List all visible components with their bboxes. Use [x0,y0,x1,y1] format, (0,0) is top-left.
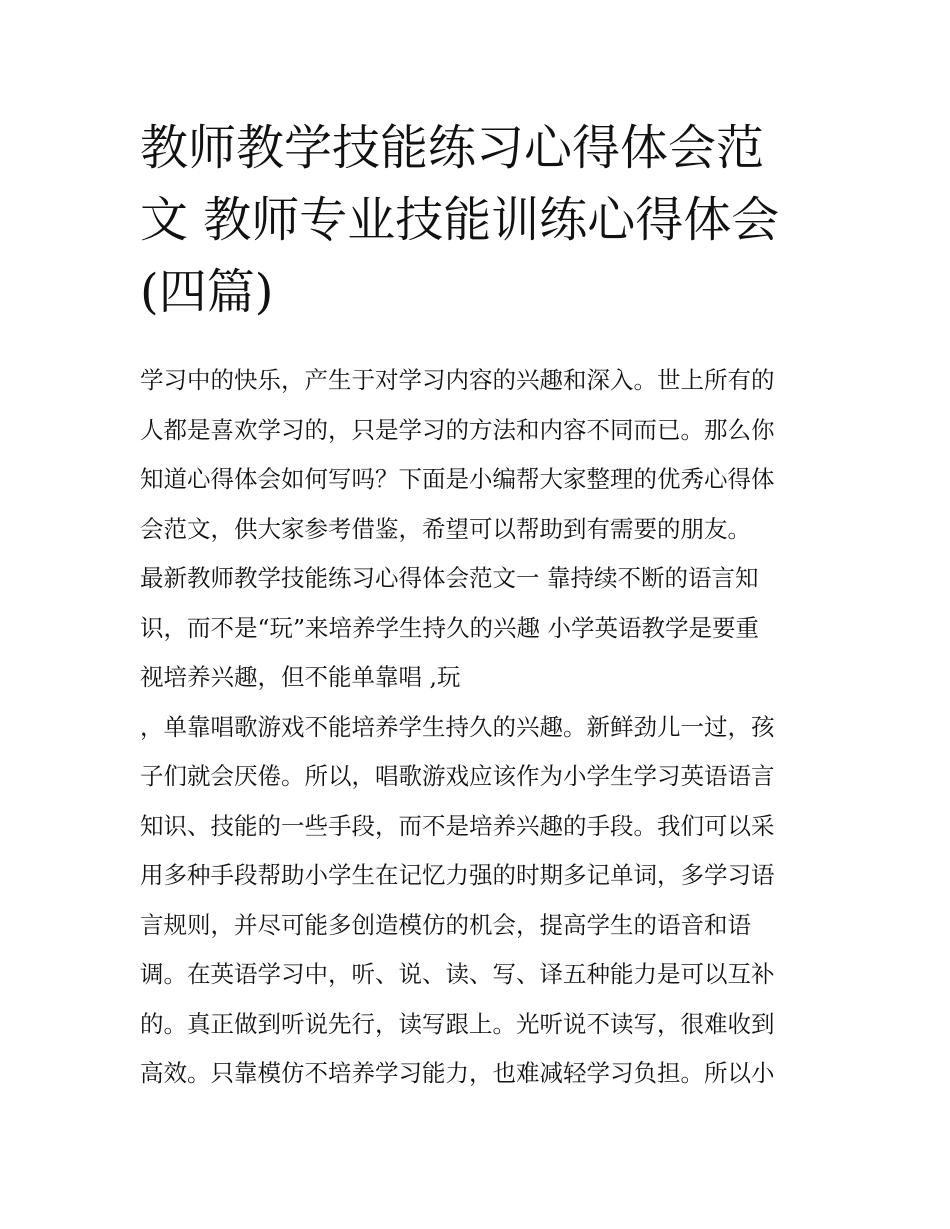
body-line: 高效。只靠模仿不培养学习能力，也难减轻学习负担。所以小 [140,1059,775,1087]
body-line: 视培养兴趣，但不能单靠唱 ,玩 [140,663,461,691]
body-line: 识，而不是“玩”来培养学生持久的兴趣 小学英语教学是要重 [140,613,759,642]
body-line: 用多种手段帮助小学生在记忆力强的时期多记单词，多学习语 [140,861,775,889]
body-line: 人都是喜欢学习的，只是学习的方法和内容不同而已。那么你 [140,415,775,444]
body-line: 子们就会厌倦。所以，唱歌游戏应该作为小学生学习英语语言 [140,762,775,790]
body-line: 会范文，供大家参考借鉴，希望可以帮助到有需要的朋友。 [140,514,751,543]
body-text [140,356,820,1099]
body-line: 学习中的快乐，产生于对学习内容的兴趣和深入。世上所有的 [140,366,775,394]
title-line-2: 文 教师专业技能训练心得体会 [140,192,780,248]
title-line-1: 教师教学技能练习心得体会范 [140,120,765,176]
body-line: 调。在英语学习中，听、说、读、写、译五种能力是可以互补 [140,960,775,988]
body-line: 最新教师教学技能练习心得体会范文一 靠持续不断的语言知 [140,564,759,592]
body-line: 知识、技能的一些手段，而不是培养兴趣的手段。我们可以采 [140,811,775,840]
body-line: 言规则，并尽可能多创造模仿的机会，提高学生的语音和语 [140,910,751,939]
document-title [140,112,820,328]
title-line-3: (四篇) [140,264,274,320]
body-line: 知道心得体会如何写吗？下面是小编帮大家整理的优秀心得体 [140,465,775,493]
body-line: 的。真正做到听说先行，读写跟上。光听说不读写，很难收到 [140,1009,775,1038]
body-line: ，单靠唱歌游戏不能培养学生持久的兴趣。新鲜劲儿一过，孩 [140,712,775,741]
